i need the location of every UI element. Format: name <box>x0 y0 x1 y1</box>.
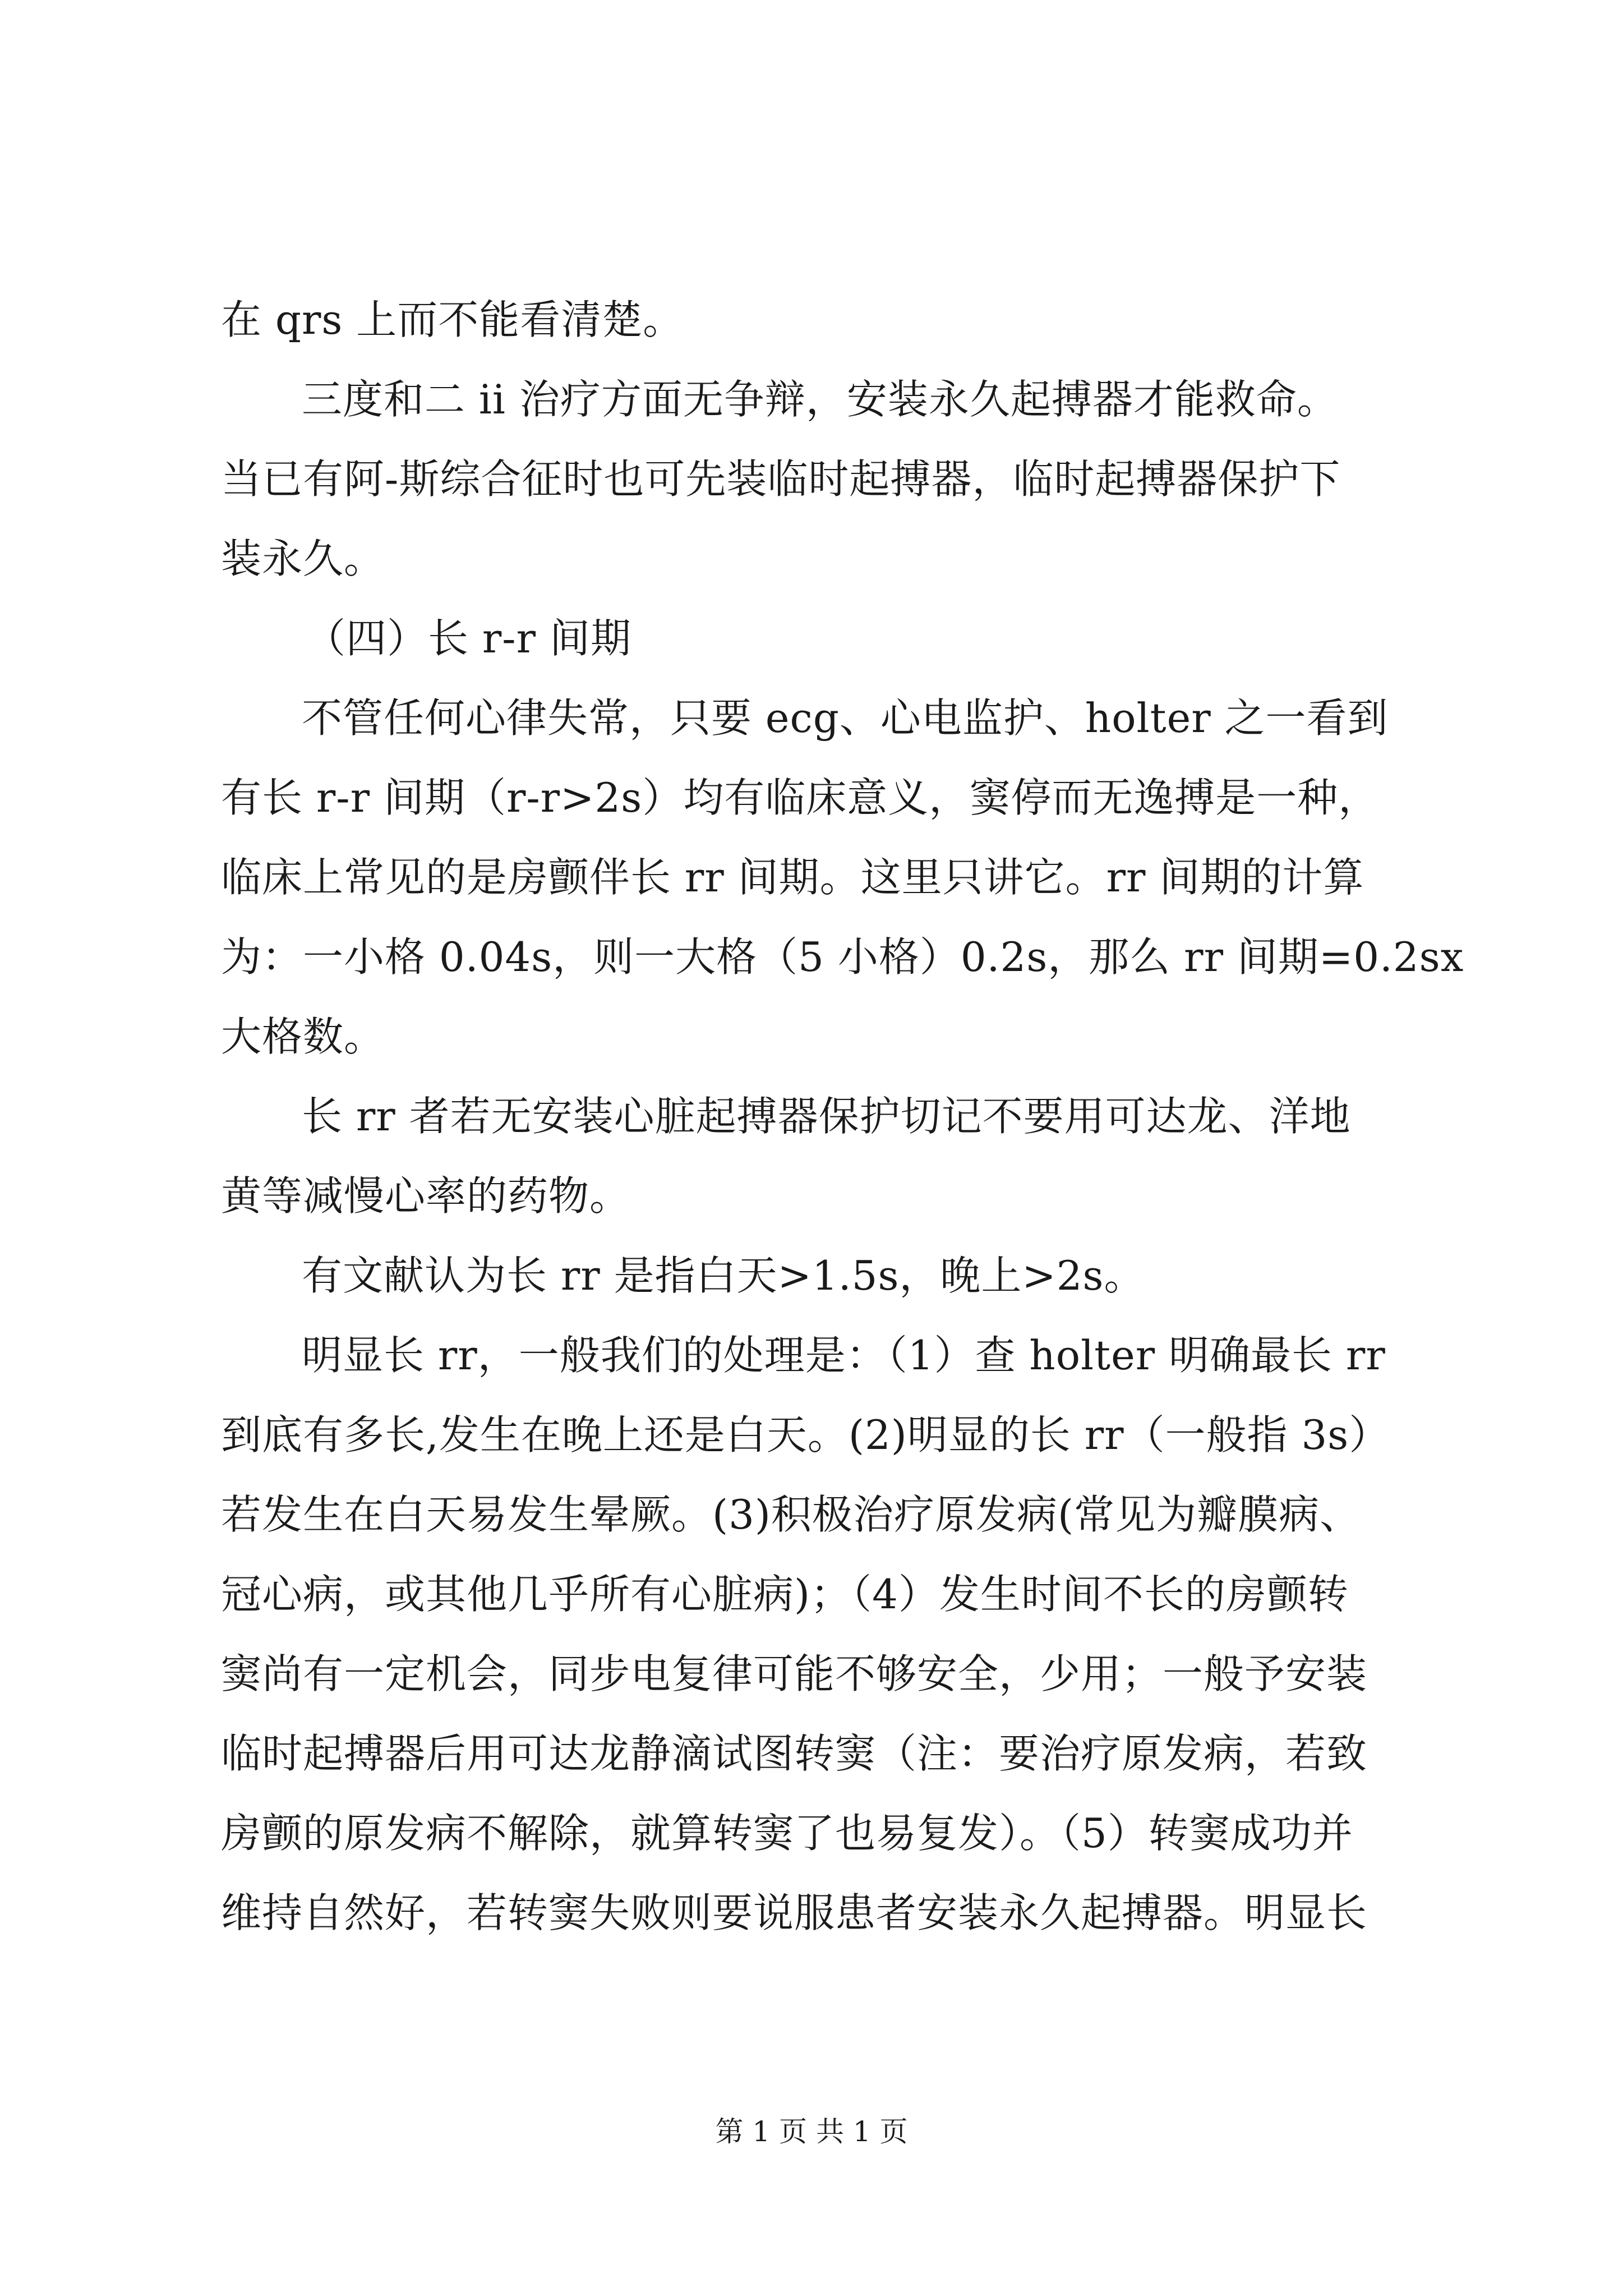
text-line: 三度和二 ii 治疗方面无争辩，安装永久起搏器才能救命。 <box>302 376 1338 423</box>
text-line: 在 qrs 上而不能看清楚。 <box>221 296 684 343</box>
text-line: 黄等减慢心率的药物。 <box>221 1172 631 1220</box>
text-line: 房颤的原发病不解除，就算转窦了也易复发）。（5）转窦成功并 <box>221 1810 1353 1857</box>
text-line: 若发生在白天易发生晕厥。(3)积极治疗原发病(常见为瓣膜病、 <box>221 1491 1361 1538</box>
text-line: 有文献认为长 rr 是指白天>1.5s，晚上>2s。 <box>302 1252 1145 1299</box>
text-line: 明显长 rr，一般我们的处理是：（1）查 holter 明确最长 rr <box>302 1332 1386 1379</box>
text-line: 窦尚有一定机会，同步电复律可能不够安全，少用；一般予安装 <box>221 1650 1368 1697</box>
text-line: 装永久。 <box>221 535 385 582</box>
text-line: 冠心病，或其他几乎所有心脏病)；（4）发生时间不长的房颤转 <box>221 1571 1349 1618</box>
text-line: 大格数。 <box>221 1013 385 1060</box>
text-line: 到底有多长,发生在晚上还是白天。(2)明显的长 rr（一般指 3s） <box>221 1411 1390 1458</box>
text-line: 当已有阿-斯综合征时也可先装临时起搏器，临时起搏器保护下 <box>221 455 1341 503</box>
text-line: 不管任何心律失常，只要 ecg、心电监护、holter 之一看到 <box>302 694 1389 742</box>
text-line: 为：一小格 0.04s，则一大格（5 小格）0.2s，那么 rr 间期=0.2sx <box>221 933 1464 981</box>
text-line: 临时起搏器后用可达龙静滴试图转窦（注：要治疗原发病，若致 <box>221 1730 1368 1777</box>
page-footer: 第 1 页 共 1 页 <box>715 2115 908 2148</box>
text-line: 维持自然好，若转窦失败则要说服患者安装永久起搏器。明显长 <box>221 1889 1368 1936</box>
section-heading: （四）长 r-r 间期 <box>305 615 631 662</box>
text-line: 临床上常见的是房颤伴长 rr 间期。这里只讲它。rr 间期的计算 <box>221 854 1364 901</box>
text-line: 有长 r-r 间期（r-r>2s）均有临床意义，窦停而无逸搏是一种， <box>221 774 1380 821</box>
text-line: 长 rr 者若无安装心脏起搏器保护切记不要用可达龙、洋地 <box>302 1093 1351 1140</box>
